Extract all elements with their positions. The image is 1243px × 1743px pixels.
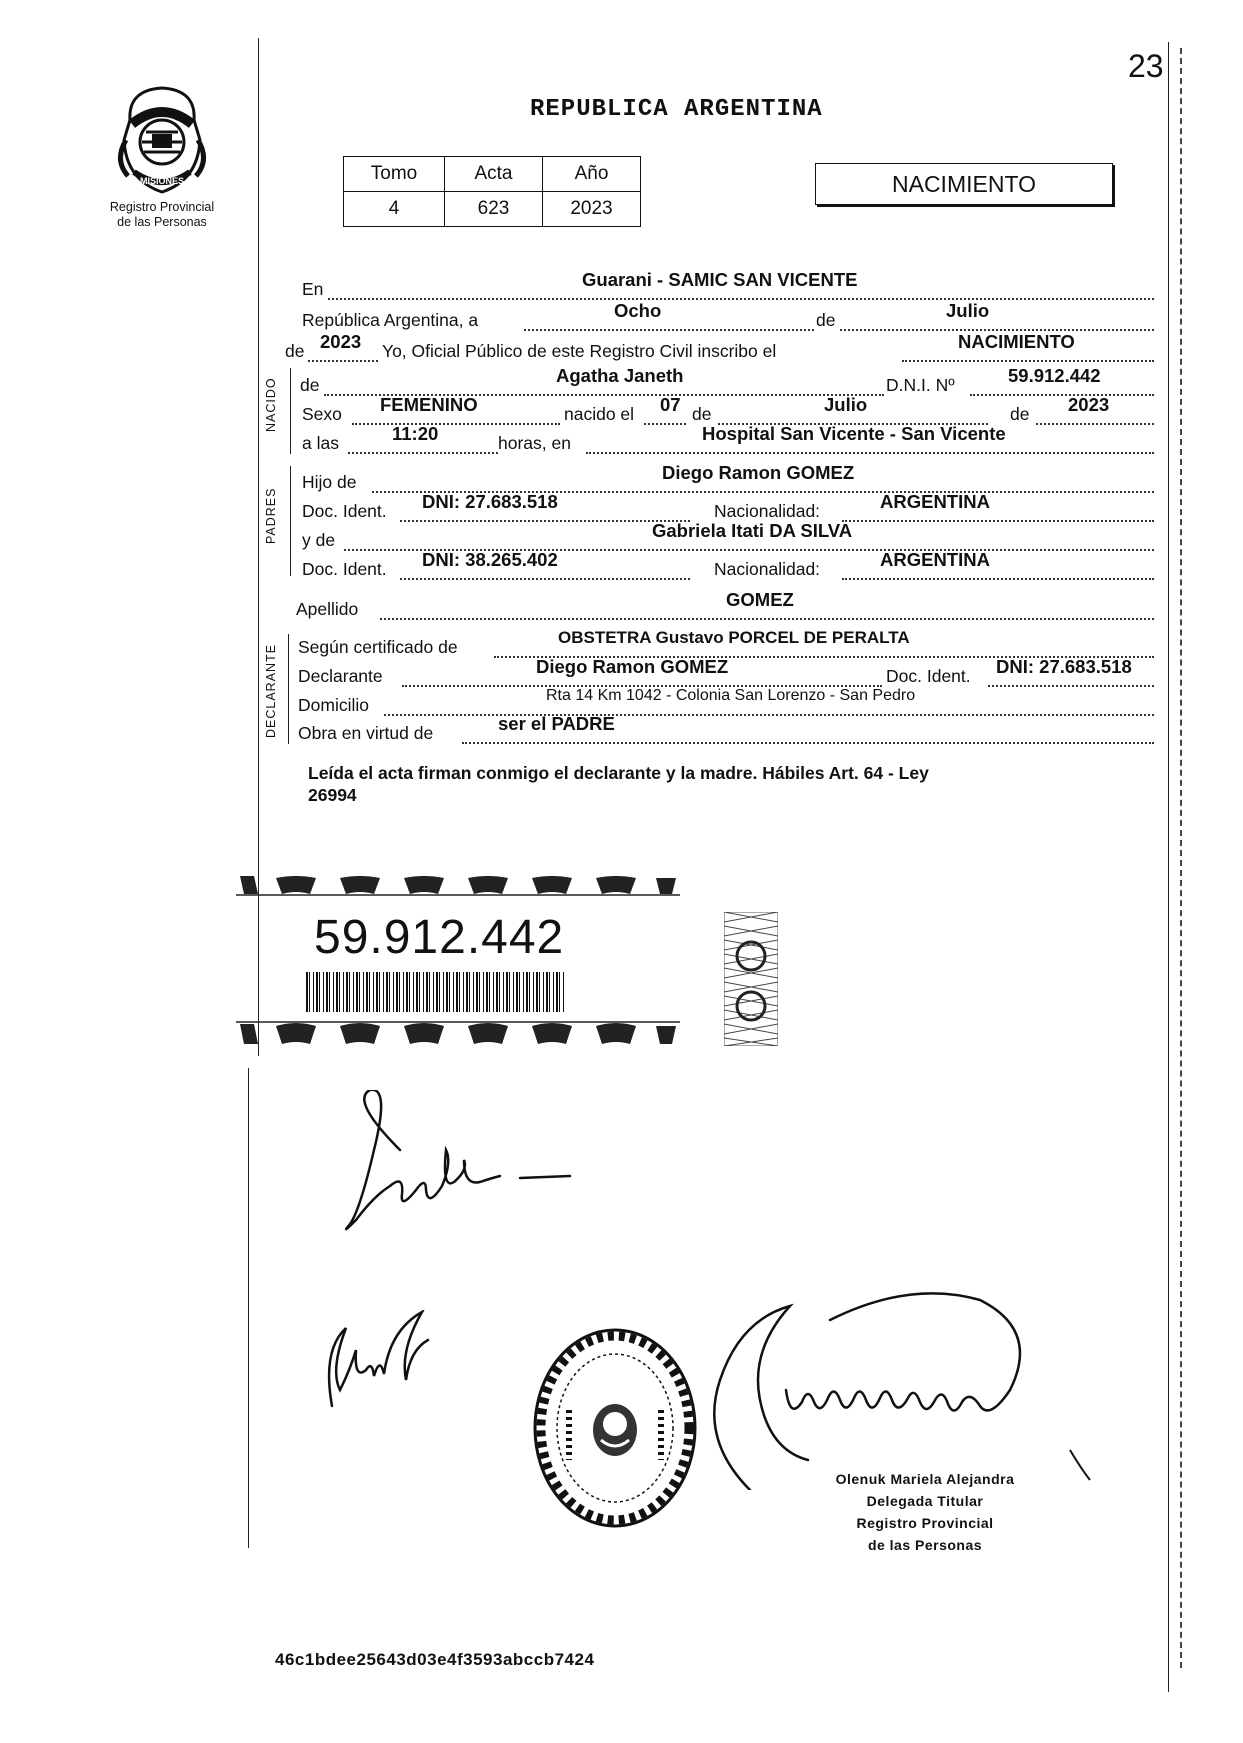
row-padre-doc	[302, 491, 1154, 521]
father-nationality: ARGENTINA	[880, 491, 990, 512]
padres-bracket	[290, 466, 291, 576]
document-hash: 46c1bdee25643d03e4f3593abccb7424	[275, 1650, 595, 1669]
birth-time: 11:20	[392, 423, 439, 444]
table-header-anio: Año	[543, 157, 641, 192]
father-doc-label: Doc. Ident.	[302, 501, 387, 521]
right-margin-line	[1168, 42, 1169, 1692]
obra-value: ser el PADRE	[498, 713, 615, 734]
birth-day: 07	[660, 394, 681, 415]
right-edge-dashes	[1180, 48, 1182, 1668]
declarante-doc-label: Doc. Ident.	[886, 666, 971, 686]
left-margin-line-lower	[248, 1068, 249, 1548]
hologram-icon	[724, 912, 778, 1046]
birth-year: 2023	[1068, 394, 1110, 415]
sexo-label: Sexo	[302, 404, 342, 424]
mother-nationality: ARGENTINA	[880, 549, 990, 570]
mother-doc-label: Doc. Ident.	[302, 559, 387, 579]
apellido-value: GOMEZ	[726, 589, 794, 610]
signature-official	[690, 1290, 1110, 1490]
row-padre	[302, 462, 1154, 492]
row-declarante	[298, 656, 1154, 686]
mother-name: Gabriela Itati DA SILVA	[652, 520, 853, 541]
logo-caption-line1: Registro Provincial	[109, 200, 215, 214]
row-certificado	[298, 628, 1154, 657]
table-header-acta: Acta	[445, 157, 543, 192]
de-label: de	[816, 310, 836, 330]
sticker-document-number: 59.912.442	[314, 911, 565, 964]
signature-madre	[310, 1310, 450, 1410]
nacido-bracket	[290, 368, 291, 454]
republica-label: República Argentina, a	[302, 310, 479, 330]
nacido-de-label: de	[300, 375, 320, 395]
mother-doc: DNI: 38.265.402	[422, 549, 558, 570]
horas-label: horas, en	[498, 433, 571, 453]
row-en	[302, 269, 1154, 299]
closing-line-2: 26994	[308, 785, 357, 805]
row-madre	[302, 520, 1154, 550]
month-value: Julio	[946, 300, 990, 321]
child-name: Agatha Janeth	[556, 365, 684, 386]
row-nacido-sexo	[302, 394, 1154, 424]
domicilio-value: Rta 14 Km 1042 - Colonia San Lorenzo - San Pedro	[546, 687, 916, 704]
father-doc: DNI: 27.683.518	[422, 491, 558, 512]
section-label-nacido: NACIDO	[264, 377, 278, 432]
section-label-declarante: DECLARANTE	[264, 643, 278, 738]
en-label: En	[302, 279, 324, 299]
mother-nationality-label: Nacionalidad:	[714, 559, 821, 579]
year-value: 2023	[320, 331, 362, 352]
row-obra	[298, 713, 1154, 743]
row-apellido	[296, 589, 1154, 619]
event-value: NACIMIENTO	[958, 331, 1075, 352]
row-fecha	[302, 300, 1154, 330]
official-seal	[525, 1320, 705, 1540]
barcode	[306, 972, 564, 1012]
nacido-el-label: nacido el	[564, 404, 635, 424]
svg-text:MISIONES: MISIONES	[139, 176, 185, 186]
father-name: Diego Ramon GOMEZ	[662, 462, 855, 483]
table-value-acta: 623	[445, 192, 543, 227]
closing-line-1: Leída el acta firman conmigo el declarante y la madre. Hábiles Art. 64 - Ley	[308, 763, 929, 783]
official-name: Olenuk Mariela Alejandra	[835, 1471, 1015, 1487]
table-value-anio: 2023	[543, 192, 641, 227]
logo-caption	[92, 200, 232, 230]
day-value: Ocho	[614, 300, 662, 321]
apellido-label: Apellido	[296, 599, 359, 619]
country-title: REPUBLICA ARGENTINA	[530, 96, 823, 123]
y-de-label: y de	[302, 530, 336, 550]
row-nacido-lugar	[302, 423, 1154, 453]
oficial-text: Yo, Oficial Público de este Registro Civil inscribo el	[382, 341, 777, 361]
closing-text	[308, 762, 1148, 806]
a-las-label: a las	[302, 433, 339, 453]
declarante-label: Declarante	[298, 666, 383, 686]
table-value-tomo: 4	[344, 192, 445, 227]
en-value: Guarani - SAMIC SAN VICENTE	[582, 269, 858, 290]
record-type-box: NACIMIENTO	[815, 163, 1113, 205]
de-label-3: de	[1010, 404, 1030, 424]
de-label-2: de	[692, 404, 712, 424]
declarante-value: Diego Ramon GOMEZ	[536, 656, 729, 677]
obra-label: Obra en virtud de	[298, 723, 434, 743]
father-nationality-label: Nacionalidad:	[714, 501, 821, 521]
official-office-line2: de las Personas	[867, 1537, 983, 1553]
section-label-padres: PADRES	[264, 487, 278, 544]
row-oficial: de 2023 Yo, Oficial Público de este Registro Civil inscribo el NACIMIENTO	[302, 334, 1154, 360]
province-logo	[108, 80, 216, 198]
child-sex: FEMENINO	[380, 394, 478, 415]
official-title: Delegada Titular	[866, 1493, 984, 1509]
declarante-doc: DNI: 27.683.518	[996, 656, 1132, 677]
row-madre-doc	[302, 549, 1154, 579]
dni-label: D.N.I. Nº	[886, 375, 955, 395]
official-office-line1: Registro Provincial	[856, 1515, 994, 1531]
child-dni: 59.912.442	[1008, 365, 1101, 386]
birth-place: Hospital San Vicente - San Vicente	[702, 423, 1006, 444]
logo-caption-line2: de las Personas	[117, 215, 207, 229]
official-signature-block	[790, 1468, 1060, 1556]
signature-declarante	[330, 1090, 590, 1240]
certificado-label: Según certificado de	[298, 637, 458, 657]
row-domicilio	[298, 687, 1154, 715]
page-number: 23	[1128, 48, 1164, 84]
table-header-tomo: Tomo	[344, 157, 445, 192]
domicilio-label: Domicilio	[298, 695, 369, 715]
birth-month: Julio	[824, 394, 868, 415]
declarante-bracket	[288, 634, 289, 744]
record-table	[343, 156, 641, 227]
row-nacido-nombre	[300, 365, 1154, 395]
hijo-de-label: Hijo de	[302, 472, 357, 492]
certificado-value: OBSTETRA Gustavo PORCEL DE PERALTA	[558, 628, 910, 647]
